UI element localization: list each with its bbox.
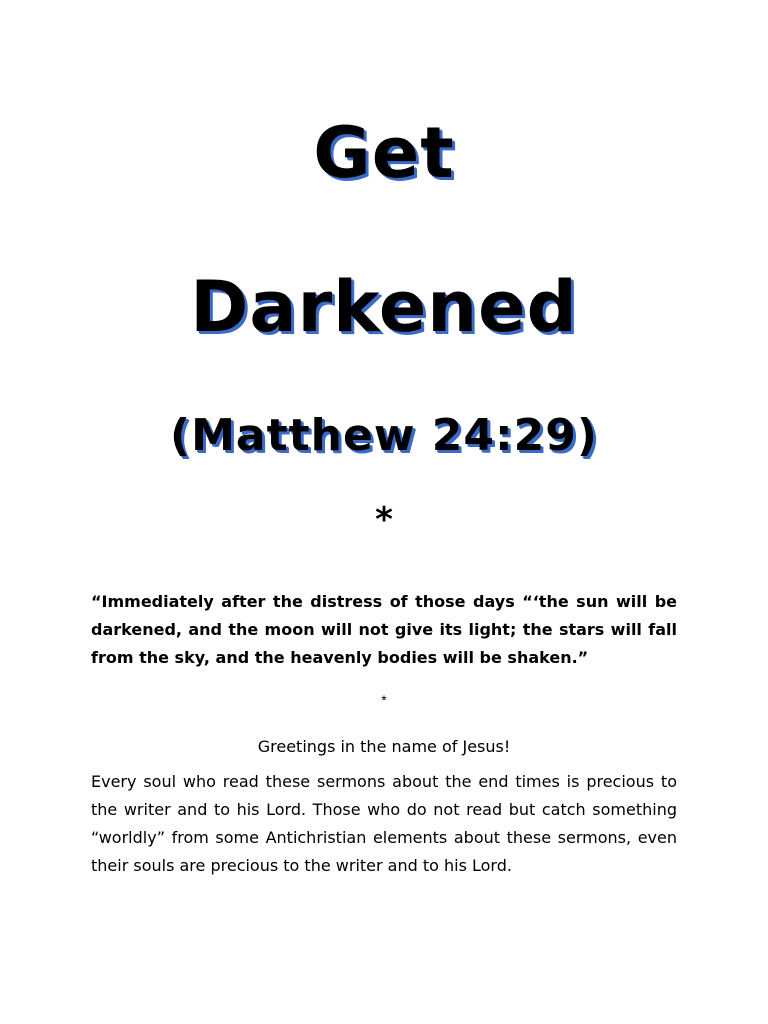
section-separator: *: [375, 500, 393, 540]
scripture-reference: (Matthew 24:29): [170, 410, 598, 461]
title-line-1: Get: [313, 112, 455, 194]
title-line-2: Darkened: [190, 266, 578, 348]
small-separator: *: [381, 692, 387, 708]
scripture-quote: “Immediately after the distress of those days “‘the sun will be darkened, and the moon will not give its light; the stars will fall from the sky, and the heavenly bodies will be shaken.”: [91, 592, 677, 667]
greeting: Greetings in the name of Jesus!: [257, 737, 511, 756]
body-paragraph: Every soul who read these sermons about the end times is precious to the writer and to his Lord. Those who do not read but catch something “worldly” from some Antichristian elements about these sermons, even their souls are precious to the writer and to his Lord.: [91, 772, 677, 875]
